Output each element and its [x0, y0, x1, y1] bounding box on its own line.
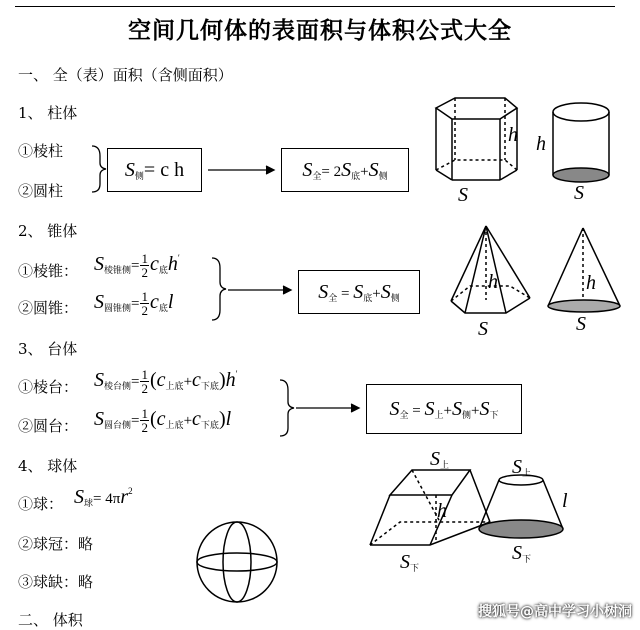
prism-item: ①棱柱 — [18, 142, 64, 160]
cone-item: ②圆锥： — [18, 299, 79, 317]
pyramid-item: ①棱锥： — [18, 262, 79, 280]
sub-up: 上 — [440, 460, 450, 470]
sphere-figure — [197, 522, 277, 602]
sub-down: 下 — [489, 409, 499, 420]
cylinder-s-label: S — [574, 182, 584, 204]
sub-side: 侧 — [390, 292, 400, 303]
prism-h-label: h — [508, 124, 518, 146]
frustum-pyramid-formula: S棱台侧= $\frac{1}{2}$ (c上底+c下底)h′ — [94, 367, 238, 396]
cylinder-h-label: h — [536, 133, 546, 155]
brace-cone — [212, 258, 226, 320]
sphere-rhs: = 4π — [93, 491, 121, 507]
cylinder-figure — [553, 103, 609, 182]
sub-down: 下 — [410, 563, 420, 573]
sub-base: 底 — [158, 303, 168, 314]
brace-frustum — [280, 380, 294, 436]
pyramid-figure — [451, 226, 530, 313]
cone-h-label: h — [586, 272, 596, 294]
frustum-cone-l-label: l — [562, 490, 568, 512]
frustum-cone-sup-label: S上 — [512, 456, 532, 478]
top-rule — [15, 6, 615, 7]
section-frustum: 3、 台体 — [18, 340, 78, 358]
sub-side: 侧 — [134, 170, 144, 181]
page-title: 空间几何体的表面积与体积公式大全 — [128, 18, 512, 44]
l-symbol: l — [225, 408, 232, 431]
frustum-prism-figure — [370, 470, 490, 545]
frac-num: 1 — [141, 289, 148, 304]
section-sphere: 4、 球体 — [18, 457, 78, 475]
frac-den: 2 — [141, 265, 148, 280]
segment-item: ③球缺：略 — [18, 573, 94, 591]
sub-base: 底 — [351, 170, 361, 181]
r-symbol: r — [120, 486, 129, 508]
prism-s-label: S — [458, 184, 468, 206]
cone-formula: S圆锥侧= $\frac{1}{2}$ c底l — [94, 289, 174, 318]
s-symbol: S — [341, 158, 352, 181]
frac-num: 1 — [141, 251, 148, 266]
cone-s-label: S — [576, 313, 586, 335]
frustum-cone-formula: S圆台侧= $\frac{1}{2}$ (c上底+c下底)l — [94, 406, 232, 435]
s-symbol: S — [368, 158, 379, 181]
sub-cone-side: 圆锥侧 — [104, 303, 132, 314]
frustum-prism-sdown-label: S下 — [400, 551, 420, 573]
section-prism: 1、 柱体 — [18, 104, 78, 122]
prism-lateral-rhs: = c h — [143, 158, 185, 181]
sub-up: 上 — [434, 409, 444, 420]
sphere-item: ①球： — [18, 495, 64, 513]
sub-down: 下 — [522, 554, 532, 564]
pyramid-h-label: h — [488, 271, 498, 293]
s-symbol: S — [302, 158, 313, 181]
cap-item: ②球冠：略 — [18, 535, 94, 553]
sub-pyramid-side: 棱锥侧 — [104, 265, 132, 276]
c-symbol: c — [149, 291, 159, 314]
frustum-cone-sdown-label: S下 — [512, 542, 532, 564]
power: 2 — [128, 486, 133, 496]
sub-frustum-side: 圆台侧 — [104, 420, 132, 431]
prism-lateral-box — [107, 148, 202, 192]
sphere-formula: S球= $4\pi r^2$ — [74, 486, 133, 508]
sub-side: 侧 — [378, 170, 388, 181]
frustum-cone-item: ②圆台： — [18, 417, 79, 435]
sub-base: 底 — [158, 265, 168, 276]
cylinder-item: ②圆柱 — [18, 182, 64, 200]
sub-up: 上 — [522, 468, 532, 478]
frustum-total-box: S全 = S上+S侧+S下 — [366, 384, 522, 434]
s-symbol: S — [124, 158, 135, 181]
pyramid-formula: S棱锥侧= $\frac{1}{2}$ c底h′ — [94, 251, 180, 280]
sub-sphere: 球 — [84, 498, 94, 508]
prism-total-box — [281, 148, 409, 192]
frustum-prism-sup-label: S上 — [430, 448, 450, 470]
frac-num: 1 — [141, 406, 148, 421]
frustum-cone-figure — [479, 475, 563, 538]
brace-prism — [92, 146, 106, 192]
sub-frustum-side: 棱台侧 — [104, 381, 132, 392]
section-volume: 二、 体积 — [18, 611, 83, 629]
sub-down-base: 下底 — [200, 420, 219, 431]
pyramid-s-label: S — [478, 318, 488, 340]
cone-figure — [548, 228, 620, 312]
plus: + — [360, 163, 369, 180]
frac-den: 2 — [141, 381, 148, 396]
hex-prism-figure — [436, 98, 517, 180]
frac-den: 2 — [141, 303, 148, 318]
h-symbol: h — [167, 253, 178, 276]
section-cone: 2、 锥体 — [18, 222, 78, 240]
sub-total: 全 — [312, 170, 322, 181]
sub-total: 全 — [399, 409, 409, 420]
cone-total-box: S全 = S底+S侧 — [298, 270, 420, 314]
prime: ′ — [177, 253, 180, 264]
prime: ′ — [235, 369, 238, 380]
sub-total: 全 — [328, 292, 338, 303]
section-surface-area: 一、 全（表）面积（含侧面积） — [18, 66, 233, 84]
frac-den: 2 — [141, 420, 148, 435]
sub-side: 侧 — [461, 409, 471, 420]
frac-num: 1 — [141, 367, 148, 382]
sub-base: 底 — [363, 292, 373, 303]
eq-two: = 2 — [321, 163, 342, 180]
frustum-pyramid-item: ①棱台： — [18, 378, 79, 396]
c-symbol: c — [149, 253, 159, 276]
frustum-prism-h-label: h — [437, 500, 447, 522]
l-symbol: l — [167, 291, 174, 314]
watermark: 搜狐号@高中学习小树洞 — [478, 604, 632, 620]
h-symbol: h — [225, 369, 236, 392]
sub-up-base: 上底 — [165, 381, 184, 392]
sub-down-base: 下底 — [200, 381, 219, 392]
sub-up-base: 上底 — [165, 420, 184, 431]
